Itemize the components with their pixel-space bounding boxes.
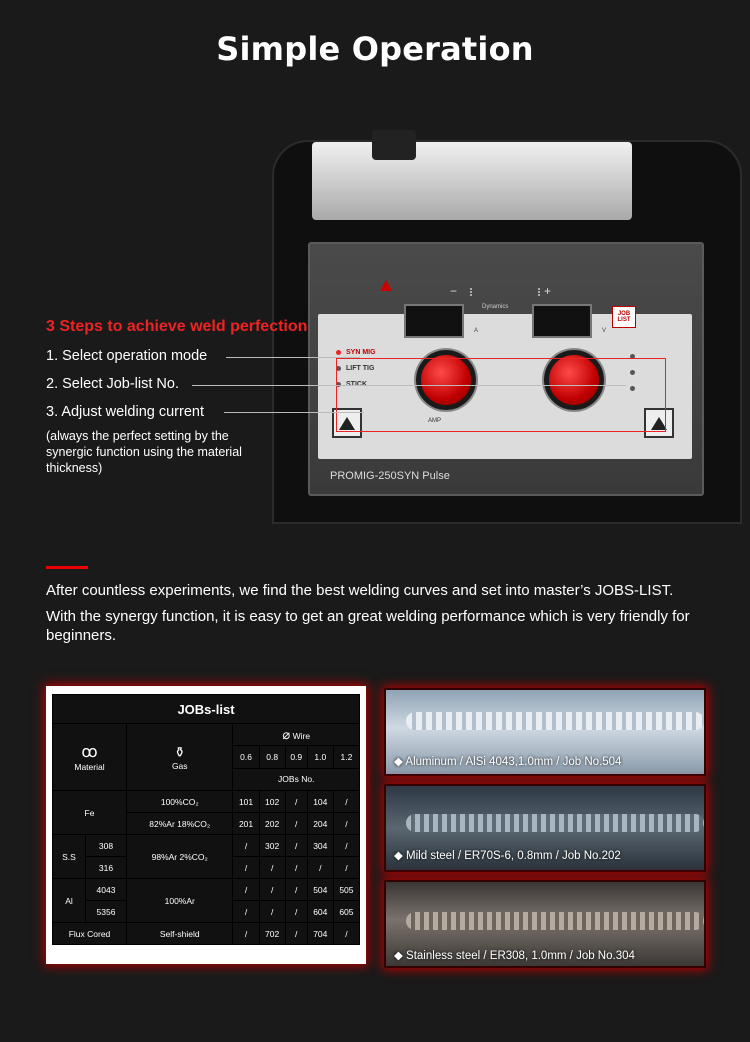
job-cell: 702 [259,923,285,945]
material-sub-cell: 316 [86,857,127,879]
step-2: 2. Select Job-list No. [46,376,179,392]
leader-line-1 [226,357,360,358]
description-paragraph-1: After countless experiments, we find the best welding curves and set into master’s JOBS-LIST. [46,582,674,599]
photo-caption: ◆ Mild steel / ER70S-6, 0.8mm / Job No.202 [394,850,621,862]
photo-caption-text: Stainless steel / ER308, 1.0mm / Job No.304 [406,950,635,962]
weld-photo-mild-steel [384,784,706,872]
job-cell: / [233,901,259,923]
job-cell: 304 [307,835,333,857]
job-cell: / [333,923,359,945]
highlight-box [336,358,666,432]
model-label: PROMIG-250SYN Pulse [330,470,450,482]
job-cell: / [233,923,259,945]
gas-bottle-icon: ⚱ [173,743,186,760]
mode-lift-tig[interactable]: LIFT TIG [346,365,375,372]
job-cell: 605 [333,901,359,923]
dynamics-scale [470,288,540,296]
mode-syn-mig[interactable]: SYN MIG [346,349,376,356]
material-sub-cell: 4043 [86,879,127,901]
dynamics-label: Dynamics [482,304,509,310]
job-cell: 102 [259,791,285,813]
job-cell: / [333,791,359,813]
welder-machine-image [272,120,738,520]
leader-line-2 [192,385,626,386]
wire-size: 1.2 [333,746,359,768]
minus-icon: − [450,284,458,298]
job-cell: / [285,835,307,857]
gas-header [127,724,233,791]
material-header-label: Material [74,762,105,772]
job-cell: 204 [307,813,333,835]
steps-heading: 3 Steps to achieve weld perfection [46,318,308,335]
wire-size: 1.0 [307,746,333,768]
description-paragraph-2: With the synergy function, it is easy to get an great welding performance which is very friendly for beginners. [46,608,690,644]
job-cell: / [307,857,333,879]
unit-a-label: A [474,328,479,334]
wire-size: 0.9 [285,746,307,768]
volt-display [532,304,592,338]
jobs-table [52,694,360,945]
photo-caption-text: Mild steel / ER70S-6, 0.8mm / Job No.202 [406,850,621,862]
job-cell: 704 [307,923,333,945]
warning-icon [380,280,392,291]
job-cell: / [333,835,359,857]
wire-size: 0.8 [259,746,285,768]
wire-size: 0.6 [233,746,259,768]
step-1: 1. Select operation mode [46,348,208,364]
handle-clip [372,130,416,160]
job-cell: / [333,857,359,879]
leader-line-3 [224,412,364,413]
gas-cell: 100%CO₂ [127,791,233,813]
job-cell: 302 [259,835,285,857]
material-header [53,724,127,791]
job-cell: / [285,901,307,923]
job-cell: 505 [333,879,359,901]
jobs-list-card [46,686,366,964]
material-sub-cell: 308 [86,835,127,857]
job-cell: 101 [233,791,259,813]
job-cell: / [233,857,259,879]
weld-photo-aluminum [384,688,706,776]
step-note: (always the perfect setting by the synergic function using the material thickness) [46,429,242,475]
weld-bead [406,814,704,832]
weld-photo-stainless [384,880,706,968]
job-cell: / [333,813,359,835]
gas-cell: 82%Ar 18%CO₂ [127,813,233,835]
table-title: JOBs-list [53,695,360,724]
photo-caption: ◆ Stainless steel / ER308, 1.0mm / Job No.304 [394,950,635,962]
job-cell: / [233,835,259,857]
weld-bead [406,912,704,930]
job-cell: / [259,901,285,923]
wire-header-label: Wire [292,730,311,741]
job-cell: / [285,791,307,813]
red-divider [46,566,88,569]
weld-bead [406,712,704,730]
gas-cell: 98%Ar 2%CO₂ [127,835,233,879]
job-cell: / [285,879,307,901]
jobs-no-label: JOBs No. [233,768,360,790]
amp-label: AMP [428,418,442,424]
gas-header-label: Gas [171,760,188,771]
job-cell: 604 [307,901,333,923]
mode-led-synmig [336,350,341,355]
material-cell: Flux Cored [53,923,127,945]
page-title: Simple Operation [216,30,534,68]
gas-cell: Self-shield [127,923,233,945]
amp-display [404,304,464,338]
step-3: 3. Adjust welding current [46,404,204,420]
job-cell: / [233,879,259,901]
wire-diameter-icon: ⌀ [282,726,291,742]
job-cell: 201 [233,813,259,835]
material-cell: S.S [53,835,86,879]
job-cell: / [259,857,285,879]
material-sub-cell: 5356 [86,901,127,923]
photo-caption: ◆ Aluminum / AlSi 4043,1.0mm / Job No.504 [394,756,622,768]
material-cell: Al [53,879,86,923]
unit-v-label: V [602,328,607,334]
material-icon: ꝏ [81,744,98,761]
job-list-button[interactable]: JOB LIST [612,306,636,328]
material-cell: Fe [53,791,127,835]
job-cell: / [285,813,307,835]
machine-handle [312,142,632,220]
job-cell: / [285,923,307,945]
job-cell: 202 [259,813,285,835]
job-cell: 504 [307,879,333,901]
job-cell: / [259,879,285,901]
job-cell: / [285,857,307,879]
job-cell: 104 [307,791,333,813]
wire-header [233,724,360,746]
gas-cell: 100%Ar [127,879,233,923]
photo-caption-text: Aluminum / AlSi 4043,1.0mm / Job No.504 [405,756,622,768]
plus-icon: + [544,284,552,298]
